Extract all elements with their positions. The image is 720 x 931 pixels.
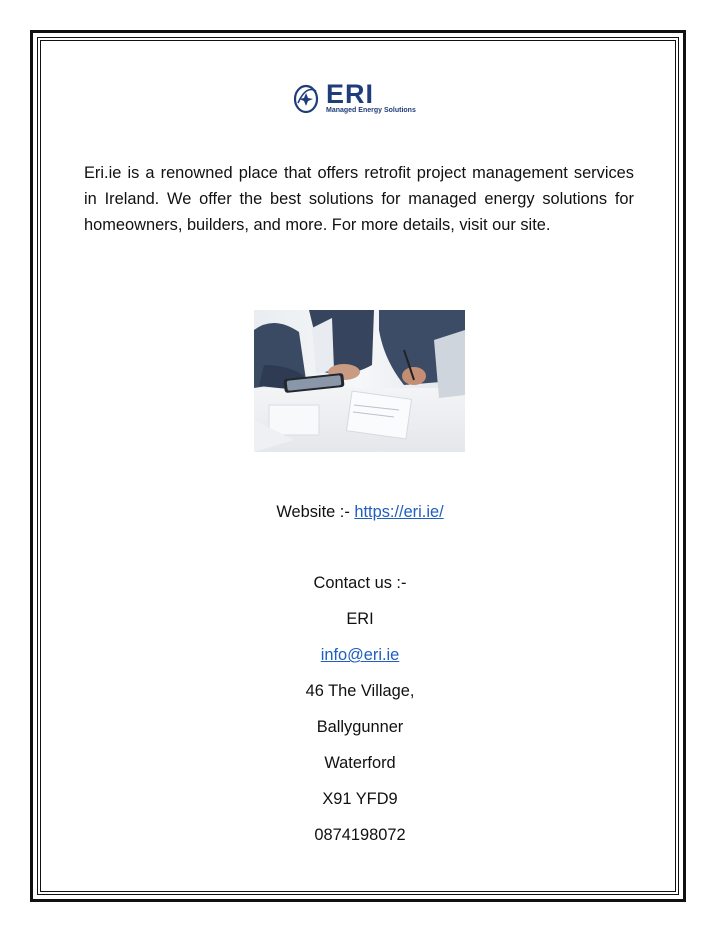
logo-emblem-icon: [292, 83, 322, 115]
contact-email-line: [0, 644, 720, 666]
address-line-2: Ballygunner: [316, 718, 404, 736]
business-meeting-photo: [254, 310, 465, 452]
email-link[interactable]: info@eri.ie: [320, 646, 400, 664]
website-label: Website :-: [276, 503, 355, 521]
address-postcode: X91 YFD9: [322, 790, 398, 808]
website-link[interactable]: https://eri.ie/: [354, 503, 444, 521]
intro-paragraph: Eri.ie is a renowned place that offers retrofit project management services in Ireland. We offer the best solutions for managed energy solutions for homeowners, builders, and more. For more details, visit our site.: [84, 164, 634, 234]
logo-wordmark: ERI: [326, 79, 375, 109]
contact-company: ERI: [346, 610, 374, 628]
contact-phone: 0874198072: [314, 826, 406, 844]
contact-heading: Contact us :-: [313, 574, 407, 592]
address-city: Waterford: [324, 754, 396, 772]
website-line: [0, 501, 720, 523]
address-line-1: 46 The Village,: [305, 682, 415, 700]
eri-logo: [292, 80, 432, 120]
photo-illustration: [254, 310, 465, 452]
logo-tagline: Managed Energy Solutions: [326, 107, 416, 114]
